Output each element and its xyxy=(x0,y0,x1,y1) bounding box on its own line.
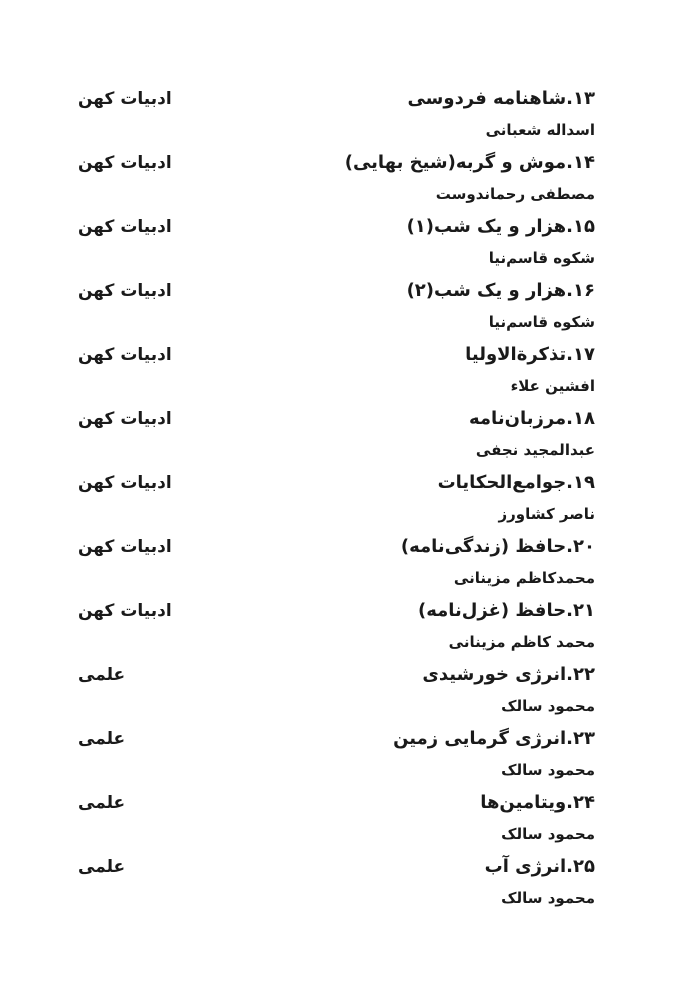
book-title: ۱۴.موش و گربه(شیخ بهایی) xyxy=(344,152,595,173)
book-entry xyxy=(0,854,679,918)
book-author: افشین علاء xyxy=(510,377,595,395)
book-entry xyxy=(0,598,679,662)
book-author: اسداله شعبانی xyxy=(485,121,595,139)
book-author: شکوه قاسم‌نیا xyxy=(488,249,595,267)
book-entry xyxy=(0,470,679,534)
book-entry xyxy=(0,406,679,470)
book-author: محمود سالک xyxy=(501,761,595,779)
book-title: ۱۶.هزار و یک شب(۲) xyxy=(406,280,595,301)
book-category: ادبیات کهن xyxy=(78,345,172,365)
book-author: عبدالمجید نجفی xyxy=(475,441,595,459)
book-category: ادبیات کهن xyxy=(78,473,172,493)
book-title: ۱۵.هزار و یک شب(۱) xyxy=(406,216,595,237)
book-category: ادبیات کهن xyxy=(78,281,172,301)
book-title: ۲۰.حافظ (زندگی‌نامه) xyxy=(400,536,595,557)
book-category: علمی xyxy=(78,793,126,813)
book-category: علمی xyxy=(78,857,126,877)
book-entry xyxy=(0,790,679,854)
book-category: ادبیات کهن xyxy=(78,409,172,429)
book-entry xyxy=(0,662,679,726)
book-title: ۱۹.جوامع‌الحکایات xyxy=(437,472,595,493)
book-title: ۱۸.مرزبان‌نامه xyxy=(469,408,595,429)
book-entry xyxy=(0,342,679,406)
book-author: محمد کاظم مزینانی xyxy=(448,633,595,651)
book-category: ادبیات کهن xyxy=(78,217,172,237)
book-category: ادبیات کهن xyxy=(78,153,172,173)
book-category: علمی xyxy=(78,665,126,685)
book-author: محمود سالک xyxy=(501,825,595,843)
book-entry xyxy=(0,86,679,150)
book-title: ۲۵.انرژی آب xyxy=(484,856,595,877)
book-title: ۱۷.تذکرةالاولیا xyxy=(465,344,595,365)
book-entry xyxy=(0,214,679,278)
book-category: ادبیات کهن xyxy=(78,89,172,109)
book-category: ادبیات کهن xyxy=(78,601,172,621)
book-title: ۲۴.ویتامین‌ها xyxy=(480,792,595,813)
book-entry xyxy=(0,278,679,342)
book-title: ۲۲.انرژی خورشیدی xyxy=(422,664,595,685)
book-title: ۲۱.حافظ (غزل‌نامه) xyxy=(417,600,595,621)
book-entry xyxy=(0,150,679,214)
book-category: علمی xyxy=(78,729,126,749)
book-author: محمود سالک xyxy=(501,889,595,907)
book-entry xyxy=(0,534,679,598)
book-author: ناصر کشاورز xyxy=(498,505,595,523)
book-author: شکوه قاسم‌نیا xyxy=(488,313,595,331)
book-category: ادبیات کهن xyxy=(78,537,172,557)
book-author: محمود سالک xyxy=(501,697,595,715)
book-author: مصطفی رحماندوست xyxy=(435,185,595,203)
book-title: ۱۳.شاهنامه فردوسی xyxy=(407,88,595,109)
book-entry xyxy=(0,726,679,790)
book-author: محمدکاظم مزینانی xyxy=(453,569,595,587)
book-title: ۲۳.انرژی گرمایی زمین xyxy=(393,728,595,749)
